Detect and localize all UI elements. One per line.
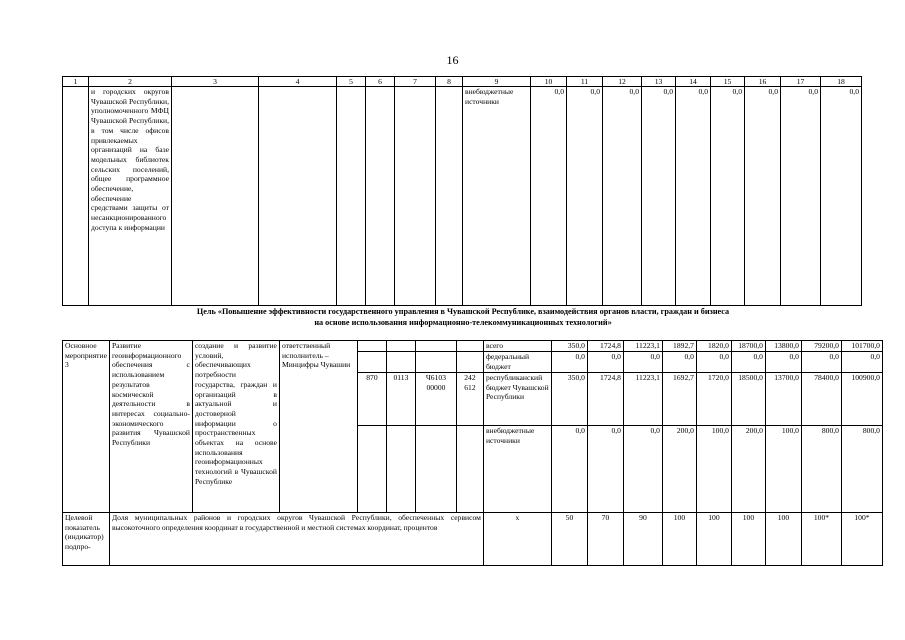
value-cell: 0,0 <box>696 352 731 373</box>
value-cell: 200,0 <box>731 426 765 513</box>
cell-empty <box>436 87 463 306</box>
column-number-17: 17 <box>781 77 821 87</box>
column-number-row <box>63 77 862 87</box>
cell-empty <box>63 87 89 306</box>
event-table <box>62 340 883 566</box>
funding-source: всего <box>483 341 551 352</box>
cell-empty <box>415 352 456 373</box>
cell-empty <box>456 341 483 352</box>
value-cell: 1892,7 <box>662 341 696 352</box>
cell-empty <box>386 426 415 513</box>
funding-source: внебюджетные источники <box>483 426 551 513</box>
indicator-value: 100 <box>662 513 696 566</box>
column-number-14: 14 <box>676 77 711 87</box>
event-title: Развитие геоинформационного обеспечения с использованием результатов космической деятельности в интересах социально-экономического развития Чувашской Республики <box>109 341 192 513</box>
column-number-9: 9 <box>463 77 531 87</box>
value-cell: 0,0 <box>623 426 662 513</box>
column-number-16: 16 <box>745 77 781 87</box>
cell-empty <box>366 87 395 306</box>
value-cell: 1820,0 <box>696 341 731 352</box>
program-event-description: и городских округов Чувашской Республики, уполномоченного МФЦ Чувашской Республики, в том числе офисов привлекаемых организаций на базе модельных библиотек сельских поселений, общее программное обеспечение, обеспечение средствами защиты от несанкционированного доступа к информации <box>89 87 172 306</box>
cell-empty <box>456 426 483 513</box>
indicator-value: 100* <box>801 513 841 566</box>
value-cell: 0,0 <box>587 352 623 373</box>
table-row <box>63 341 883 352</box>
funding-source: внебюджетные источники <box>463 87 531 306</box>
cell-empty <box>357 426 386 513</box>
cell-empty <box>357 341 386 352</box>
value-cell: 11223,1 <box>623 373 662 426</box>
column-number-5: 5 <box>337 77 366 87</box>
value-cell: 0,0 <box>801 352 841 373</box>
column-number-7: 7 <box>395 77 436 87</box>
value-cell: 18500,0 <box>731 373 765 426</box>
value-cell: 0,0 <box>551 352 587 373</box>
column-number-18: 18 <box>821 77 862 87</box>
value-cell: 0,0 <box>821 87 862 306</box>
value-cell: 79200,0 <box>801 341 841 352</box>
column-number-6: 6 <box>366 77 395 87</box>
vr-code: 242 612 <box>456 373 483 426</box>
value-cell: 0,0 <box>587 426 623 513</box>
indicator-value: 90 <box>623 513 662 566</box>
value-cell: 0,0 <box>603 87 642 306</box>
column-number-8: 8 <box>436 77 463 87</box>
grbs-code: 870 <box>357 373 386 426</box>
column-number-15: 15 <box>711 77 745 87</box>
value-cell: 1692,7 <box>662 373 696 426</box>
value-cell: 350,0 <box>551 341 587 352</box>
cell-empty <box>395 87 436 306</box>
value-cell: 101700,0 <box>841 341 882 352</box>
cell-empty <box>259 87 337 306</box>
funding-source: федеральный бюджет <box>483 352 551 373</box>
value-cell: 0,0 <box>642 87 676 306</box>
goal-line-2: на основе использования информационно-телекоммуникационных технологий» <box>314 318 612 327</box>
cell-empty <box>357 352 386 373</box>
indicator-label: Целевой показатель (индикатор) подпро- <box>63 513 110 566</box>
value-cell: 13800,0 <box>765 341 801 352</box>
value-cell: 0,0 <box>841 352 882 373</box>
value-cell: 0,0 <box>662 352 696 373</box>
value-cell: 1720,0 <box>696 373 731 426</box>
goal-line-1: Цель «Повышение эффективности государственного управления в Чувашской Республике, взаимодействия органов власти, граждан и бизнеса <box>196 307 730 316</box>
column-number-10: 10 <box>531 77 567 87</box>
value-cell: 200,0 <box>662 426 696 513</box>
indicator-unit: х <box>483 513 551 566</box>
cell-empty <box>386 341 415 352</box>
csr-code: Ч6103 00000 <box>415 373 456 426</box>
value-cell: 100,0 <box>696 426 731 513</box>
continuation-table <box>62 76 862 306</box>
value-cell: 0,0 <box>781 87 821 306</box>
value-cell: 78400,0 <box>801 373 841 426</box>
value-cell: 0,0 <box>567 87 603 306</box>
value-cell: 100900,0 <box>841 373 882 426</box>
indicator-value: 100 <box>696 513 731 566</box>
value-cell: 0,0 <box>765 352 801 373</box>
cell-empty <box>172 87 259 306</box>
indicator-value: 50 <box>551 513 587 566</box>
value-cell: 0,0 <box>731 352 765 373</box>
indicator-value: 100 <box>765 513 801 566</box>
value-cell: 100,0 <box>765 426 801 513</box>
value-cell: 800,0 <box>801 426 841 513</box>
value-cell: 0,0 <box>745 87 781 306</box>
cell-empty <box>386 352 415 373</box>
event-description: создание и развитие условий, обеспечивающих потребности государства, граждан и организаций в актуальной и достоверной информации о пространственных объектах на основе использования геоинформационных технологий в Чувашской Республике <box>192 341 279 513</box>
goal-heading <box>62 306 864 328</box>
event-executor: ответственный исполнитель – Минцифры Чувашии <box>279 341 357 513</box>
cell-empty <box>456 352 483 373</box>
indicator-value: 100* <box>841 513 882 566</box>
value-cell: 0,0 <box>623 352 662 373</box>
value-cell: 0,0 <box>711 87 745 306</box>
value-cell: 0,0 <box>676 87 711 306</box>
column-number-3: 3 <box>172 77 259 87</box>
indicator-value: 100 <box>731 513 765 566</box>
column-number-12: 12 <box>603 77 642 87</box>
indicator-row <box>63 513 883 566</box>
value-cell: 18700,0 <box>731 341 765 352</box>
cell-empty <box>337 87 366 306</box>
value-cell: 0,0 <box>551 426 587 513</box>
value-cell: 11223,1 <box>623 341 662 352</box>
column-number-11: 11 <box>567 77 603 87</box>
column-number-2: 2 <box>89 77 172 87</box>
table-row <box>63 87 862 306</box>
value-cell: 350,0 <box>551 373 587 426</box>
funding-source: республиканский бюджет Чувашской Республики <box>483 373 551 426</box>
cell-empty <box>415 341 456 352</box>
event-name: Основное мероприятие 3 <box>63 341 110 513</box>
rz-code: 0113 <box>386 373 415 426</box>
value-cell: 13700,0 <box>765 373 801 426</box>
cell-empty <box>415 426 456 513</box>
page-number: 16 <box>446 53 459 67</box>
value-cell: 800,0 <box>841 426 882 513</box>
indicator-value: 70 <box>587 513 623 566</box>
indicator-text: Доля муниципальных районов и городских округов Чувашской Республики, обеспеченных сервисом высокоточного определения координат в государственной и местной системах координат, процентов <box>109 513 483 566</box>
value-cell: 1724,8 <box>587 341 623 352</box>
column-number-13: 13 <box>642 77 676 87</box>
value-cell: 1724,8 <box>587 373 623 426</box>
column-number-4: 4 <box>259 77 337 87</box>
value-cell: 0,0 <box>531 87 567 306</box>
column-number-1: 1 <box>63 77 89 87</box>
